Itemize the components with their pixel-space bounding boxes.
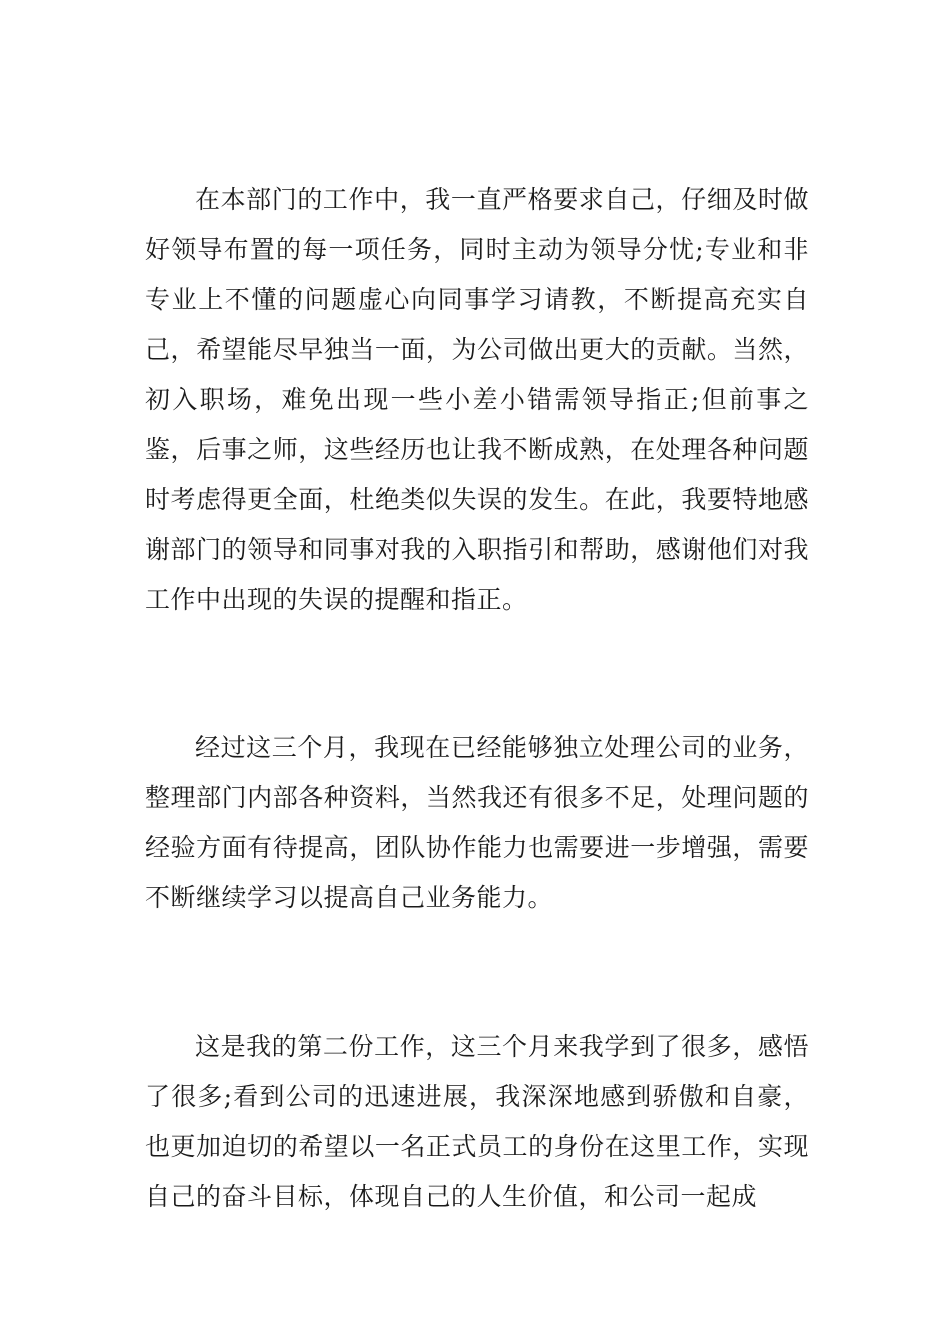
- paragraph-three-months-progress: 经过这三个月，我现在已经能够独立处理公司的业务，整理部门内部各种资料，当然我还有很多不足，处理问题的经验方面有待提高，团队协作能力也需要进一步增强，需要不断继续学习以提高自己业务能力。: [145, 733, 809, 912]
- paragraph-second-job: 这是我的第二份工作，这三个月来我学到了很多，感悟了很多;看到公司的迅速进展，我深深地感到骄傲和自豪，也更加迫切的希望以一名正式员工的身份在这里工作，实现自己的奋斗目标，体现自己的人生价值，和公司一起成: [145, 1032, 809, 1211]
- paragraph-work-attitude: 在本部门的工作中，我一直严格要求自己，仔细及时做好领导布置的每一项任务，同时主动为领导分忧;专业和非专业上不懂的问题虚心向同事学习请教，不断提高充实自己，希望能尽早独当一面，为公司做出更大的贡献。当然，初入职场，难免出现一些小差小错需领导指正;但前事之鉴，后事之师，这些经历也让我不断成熟，在处理各种问题时考虑得更全面，杜绝类似失误的发生。在此，我要特地感谢部门的领导和同事对我的入职指引和帮助，感谢他们对我工作中出现的失误的提醒和指正。: [145, 185, 809, 614]
